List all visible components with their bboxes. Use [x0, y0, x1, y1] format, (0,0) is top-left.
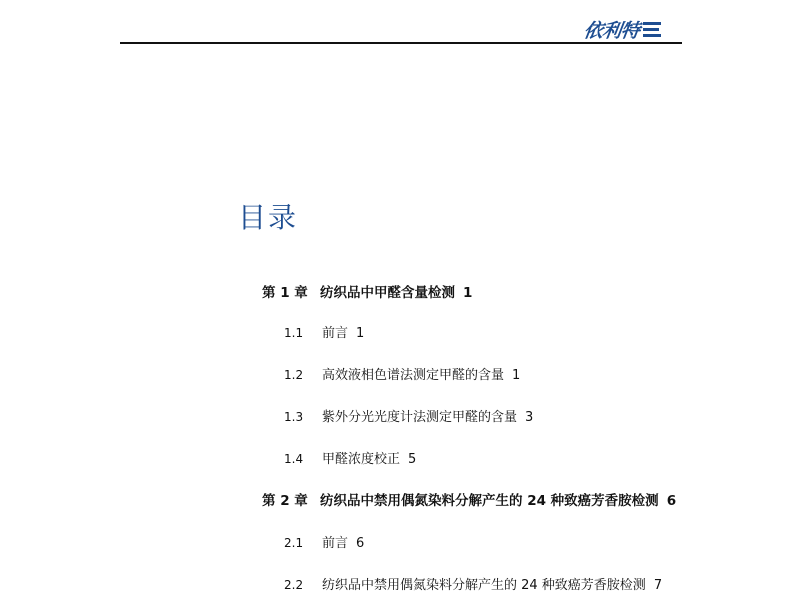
header-rule: [120, 42, 682, 44]
toc-entry-title: 前言: [322, 326, 349, 341]
toc-entry-title: 紫外分光光度计法测定甲醛的含量: [322, 410, 518, 425]
toc-entry-page: 1: [356, 326, 365, 341]
toc-entry-page: 3: [525, 410, 534, 425]
toc-entry-title: 纺织品中禁用偶氮染料分解产生的 24 种致癌芳香胺检测: [322, 578, 646, 593]
toc-entry-section-1-3[interactable]: [284, 406, 533, 425]
toc-entry-chapter-2[interactable]: [262, 489, 676, 509]
toc-entry-title: 高效液相色谱法测定甲醛的含量: [322, 368, 505, 383]
toc-entry-page: 1: [512, 368, 521, 383]
toc-entry-title: 甲醛浓度校正: [322, 452, 401, 467]
toc-entry-number: 2.2: [284, 578, 304, 592]
toc-entry-number: 1.2: [284, 368, 304, 382]
toc-entry-number: 1.3: [284, 410, 304, 424]
company-logo: [584, 16, 661, 43]
toc-entry-title: 前言: [322, 536, 349, 551]
toc-entry-number: 1.1: [284, 326, 304, 340]
toc-entry-page: 5: [408, 452, 417, 467]
toc-title: 目录: [238, 201, 299, 234]
toc-entry-page: 6: [356, 536, 365, 551]
toc-entry-section-1-2[interactable]: [284, 364, 520, 383]
toc-entry-title: 纺织品中禁用偶氮染料分解产生的 24 种致癌芳香胺检测: [320, 493, 659, 509]
toc-entry-section-1-4[interactable]: [284, 448, 416, 467]
toc-entry-page: 7: [653, 578, 663, 593]
toc-entry-number: 第 1 章: [262, 285, 308, 301]
toc-entry-section-1-1[interactable]: [284, 322, 364, 341]
toc-entry-number: 第 2 章: [262, 493, 308, 509]
toc-entry-chapter-1[interactable]: [262, 281, 472, 301]
logo-text: 依利特: [582, 20, 641, 42]
logo-bars-icon: [643, 22, 661, 37]
toc-entry-title: 纺织品中甲醛含量检测: [320, 285, 455, 301]
toc-entry-page: 6: [666, 493, 677, 509]
toc-entry-page: 1: [463, 285, 473, 301]
toc-entry-number: 1.4: [284, 452, 304, 466]
toc-entry-number: 2.1: [284, 536, 304, 550]
toc-entry-section-2-1[interactable]: [284, 532, 364, 551]
toc-entry-section-2-2[interactable]: [284, 574, 662, 593]
